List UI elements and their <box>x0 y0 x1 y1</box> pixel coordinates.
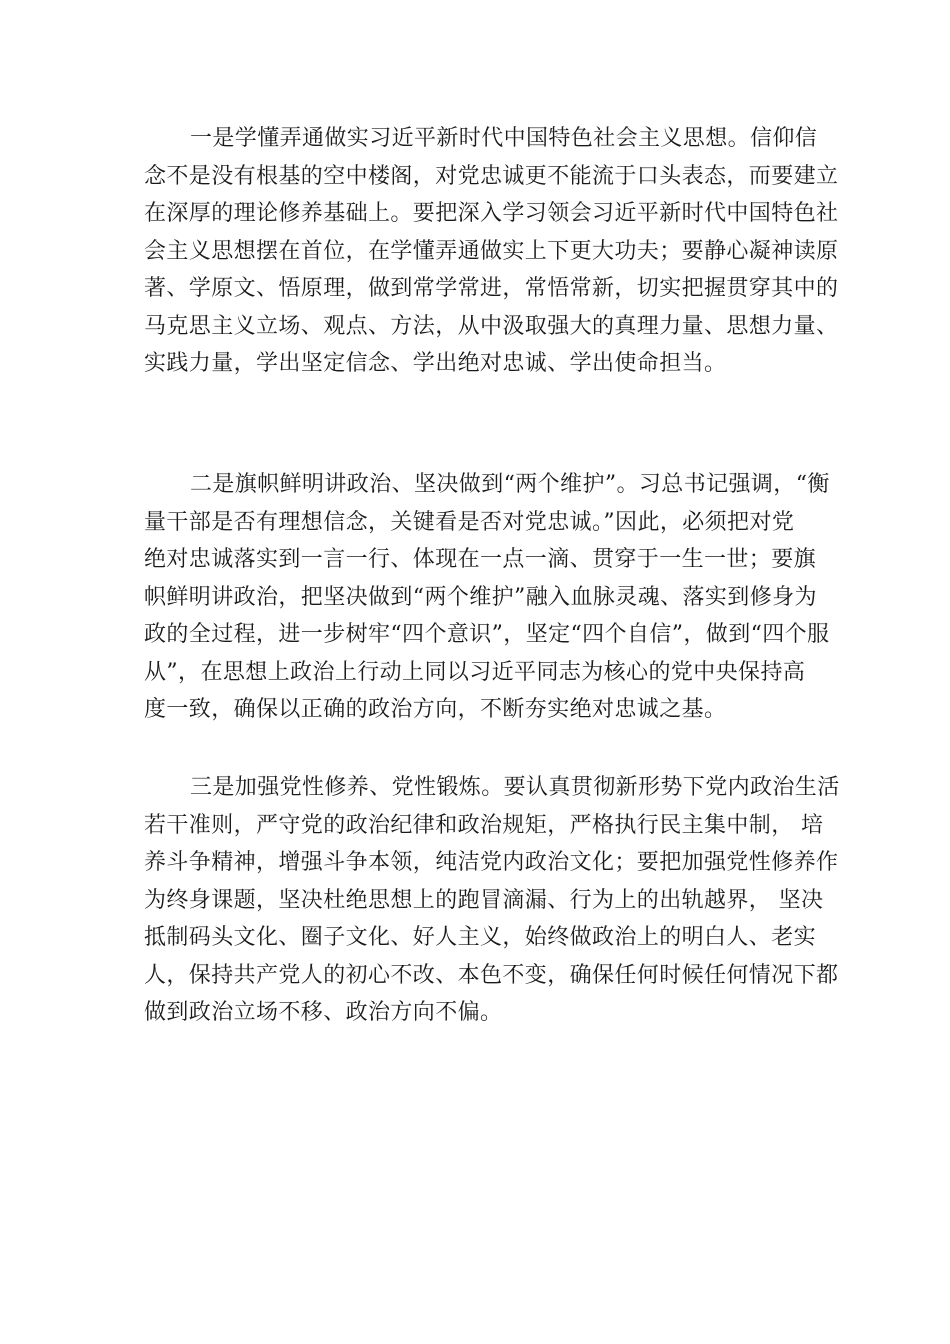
paragraph-line: 为终身课题，坚决杜绝思想上的跑冒滴漏、行为上的出轨越界， 坚决 <box>144 887 824 913</box>
paragraph-line: 从”，在思想上政治上行动上同以习近平同志为核心的党中央保持高 <box>144 659 806 685</box>
paragraph-line: 做到政治立场不移、政治方向不偏。 <box>144 1000 503 1025</box>
paragraph-line: 人，保持共产党人的初心不改、本色不变，确保任何时候任何情况下都 <box>144 962 839 988</box>
paragraph-line: 实践力量，学出坚定信念、学出绝对忠诚、学出使命担当。 <box>144 351 727 376</box>
paragraph-line: 会主义思想摆在首位，在学懂弄通做实上下更大功夫；要静心凝神读原 <box>144 238 839 264</box>
paragraph-line: 量干部是否有理想信念，关键看是否对党忠诚。”因此，必须把对党 <box>144 509 795 535</box>
paragraph-line: 若干准则，严守党的政治纪律和政治规矩，严格执行民主集中制， 培 <box>144 812 824 838</box>
paragraph-line: 马克思主义立场、观点、方法，从中汲取强大的真理力量、思想力量、 <box>144 313 839 339</box>
paragraph-3 <box>144 769 840 1032</box>
paragraph-line: 抵制码头文化、圈子文化、好人主义，始终做政治上的明白人、老实 <box>144 925 817 950</box>
paragraph-line: 念不是没有根基的空中楼阁，对党忠诚更不能流于口头表态，而要建立 <box>144 163 839 189</box>
paragraph-line: 绝对忠诚落实到一言一行、体现在一点一滴、贯穿于一生一世；要旗 <box>144 547 817 572</box>
paragraph-line: 养斗争精神，增强斗争本领，纯洁党内政治文化；要把加强党性修养作 <box>144 850 839 875</box>
paragraph-line: 政的全过程，进一步树牢“四个意识”，坚定“四个自信”，做到“四个服 <box>144 622 830 647</box>
paragraph-line: 一是学懂弄通做实习近平新时代中国特色社会主义思想。信仰信 <box>190 126 818 151</box>
paragraph-line: 度一致，确保以正确的政治方向，不断夯实绝对忠诚之基。 <box>144 697 727 722</box>
paragraph-line: 二是旗帜鲜明讲政治、坚决做到“两个维护”。习总书记强调，“衡 <box>190 472 830 497</box>
paragraph-2 <box>144 466 830 729</box>
paragraph-line: 著、学原文、悟原理，做到常学常进，常悟常新，切实把握贯穿其中的 <box>144 276 839 301</box>
paragraph-line: 三是加强党性修养、党性锻炼。要认真贯彻新形势下党内政治生活 <box>190 775 840 800</box>
paragraph-line: 在深厚的理论修养基础上。要把深入学习领会习近平新时代中国特色社 <box>144 201 839 226</box>
paragraph-1 <box>144 120 839 383</box>
paragraph-line: 帜鲜明讲政治，把坚决做到“两个维护”融入血脉灵魂、落实到修身为 <box>144 584 817 610</box>
